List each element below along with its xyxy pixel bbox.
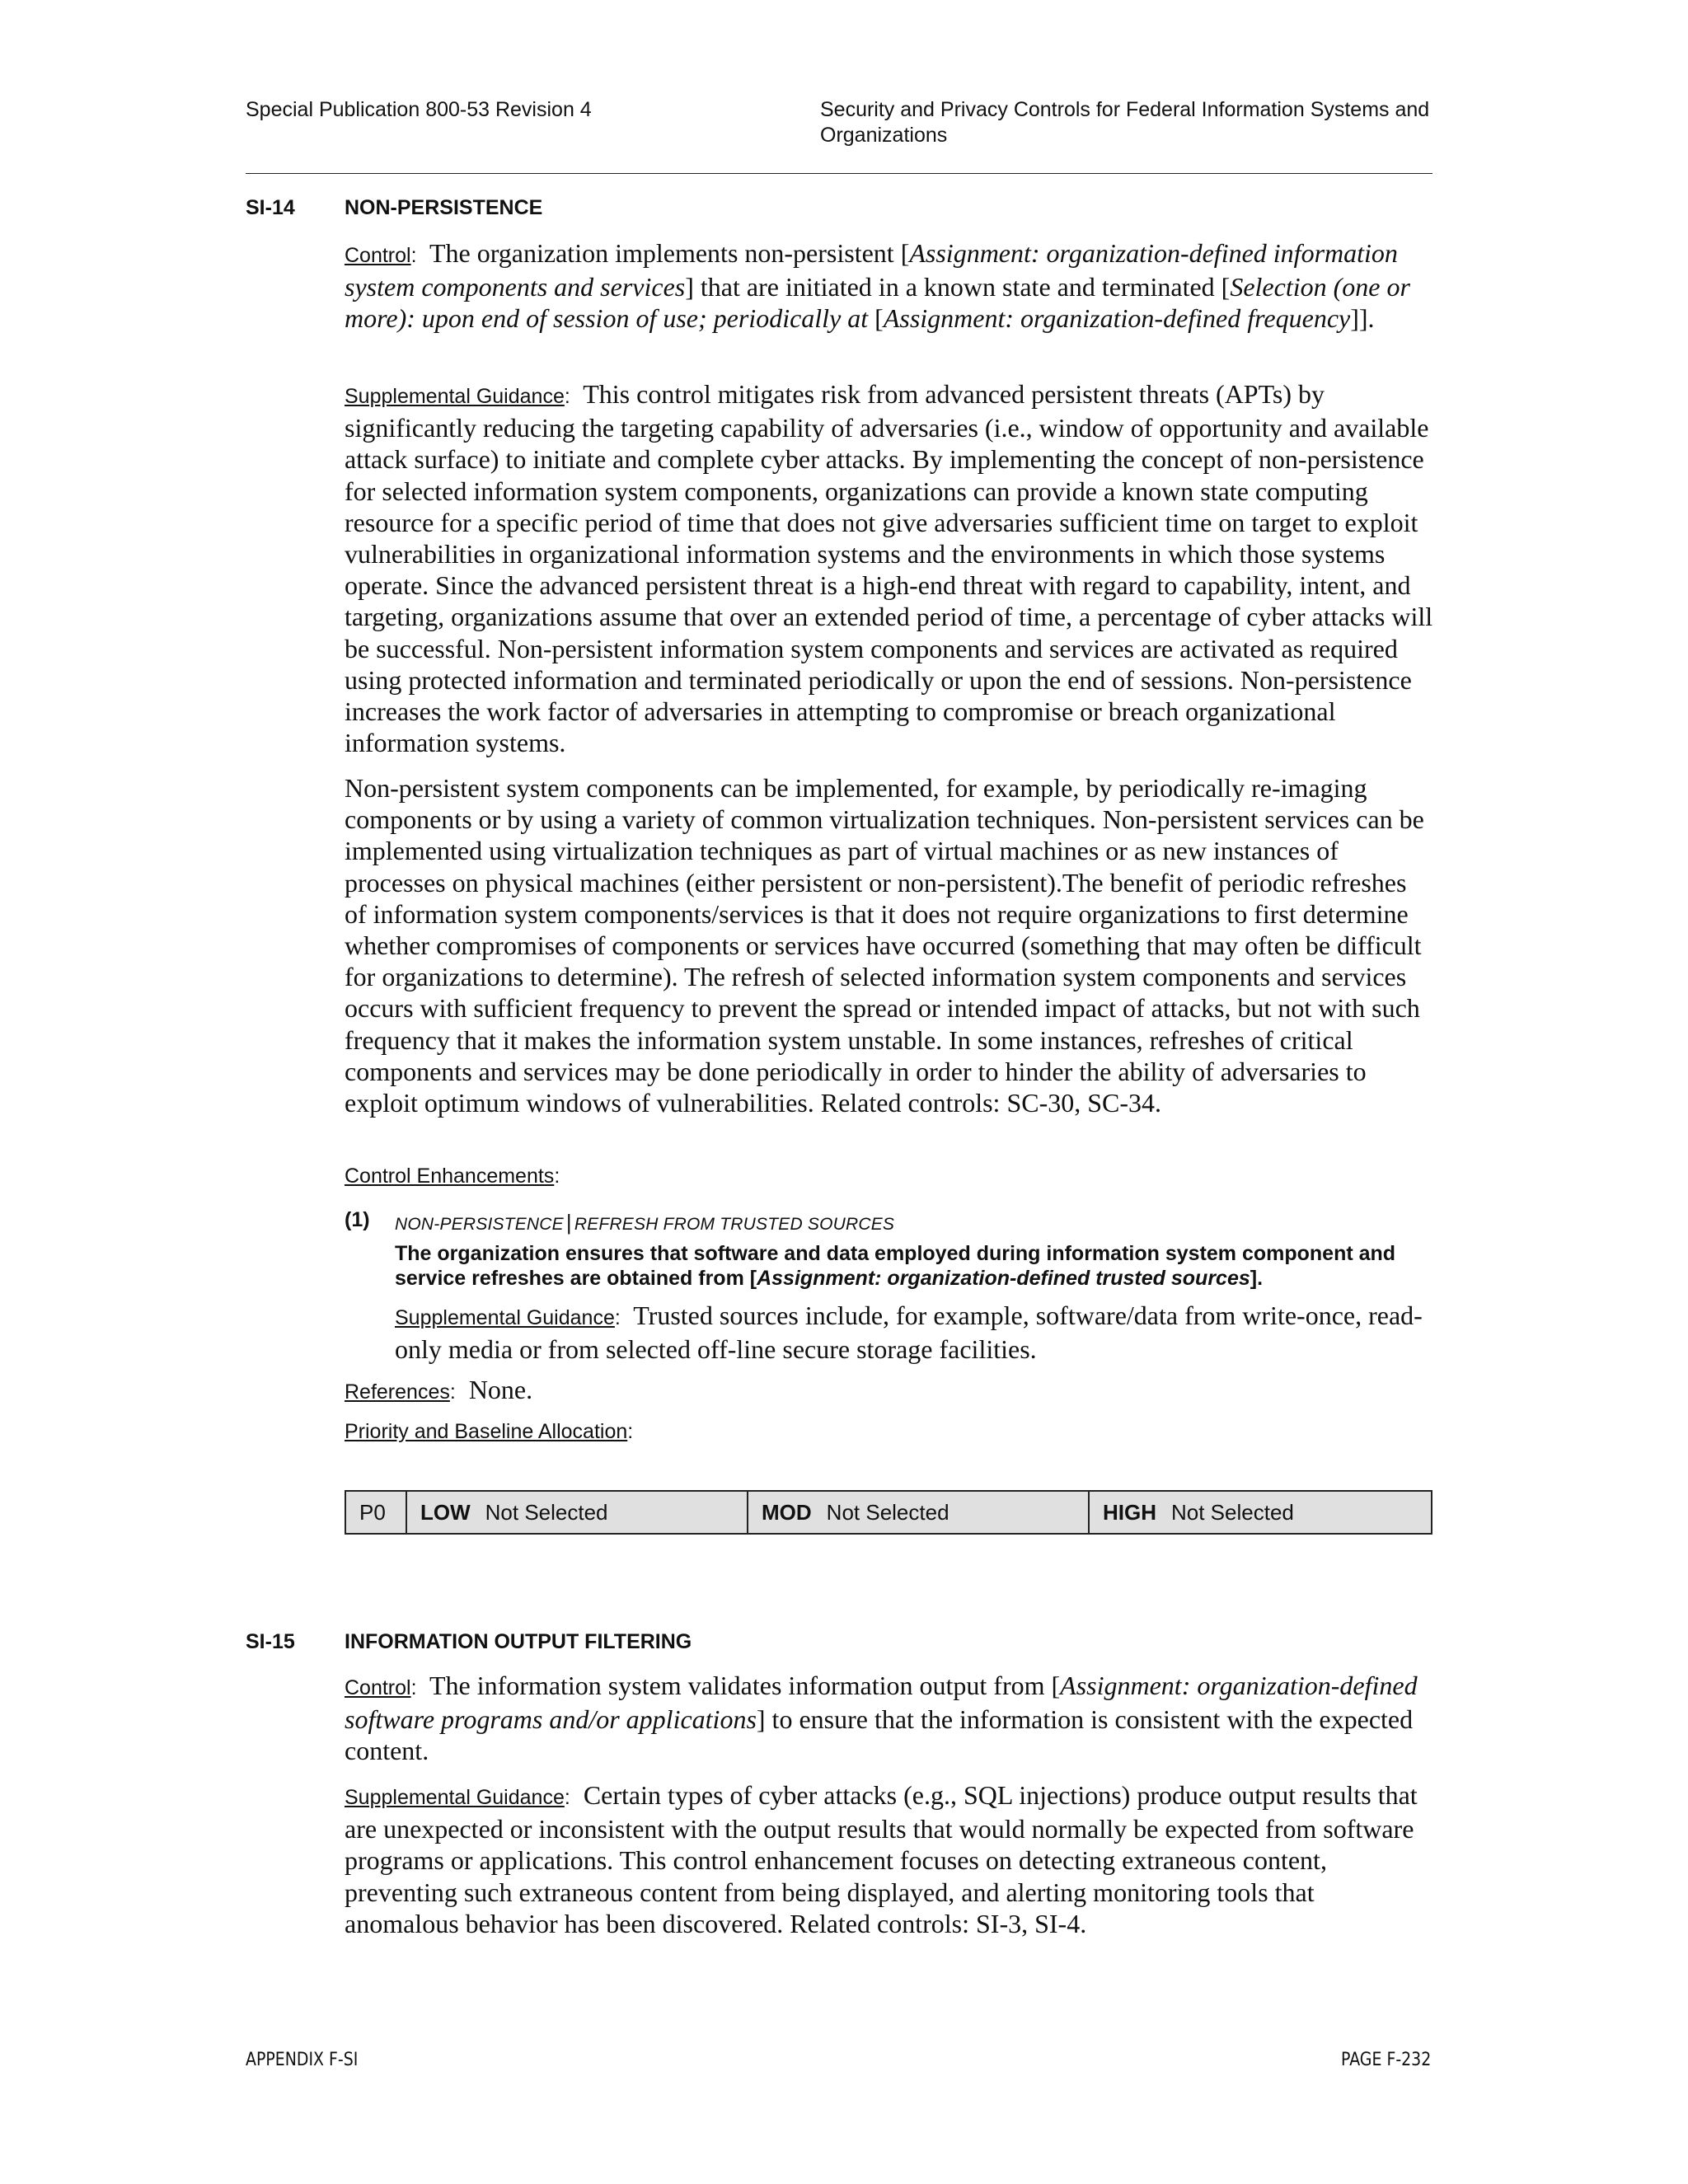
- enhancement-statement: The organization ensures that software and data employed during information system component and service refreshes are obtained from [Assignment: organization-defined trusted sources].: [395, 1242, 1396, 1290]
- control-id-si15: SI-15: [246, 1630, 295, 1653]
- enhancement-guidance: Supplemental Guidance: Trusted sources include, for example, software/data from write-once, read-only media or from selected off-line secure storage facilities.: [395, 1301, 1423, 1365]
- control-title-si15: INFORMATION OUTPUT FILTERING: [345, 1630, 692, 1653]
- baseline-allocation-table: [345, 1490, 1432, 1535]
- guidance-label-si15: Supplemental Guidance: [345, 1786, 565, 1809]
- control-statement-si15: Control: The information system validates information output from [Assignment: organization-defined software programs and/or applications] to ensure that the information is consistent with the expected content.: [345, 1671, 1418, 1766]
- supplemental-guidance-continued: Non-persistent system components can be implemented, for example, by periodically re-imaging components or by using a variety of common virtualization techniques. Non-persistent services can be implemented using virtualization techniques as part of virtual machines or as new instances of processes on physical machines (either persistent or non-persistent).The benefit of periodic refreshes of information system components/services is that it does not require organizations to first determine whether compromises of components or services have occurred (something that may often be difficult for organizations to determine). The refresh of selected information system components and services occurs with sufficient frequency to prevent the spread or intended impact of attacks, but not with such frequency that it makes the information system unstable. In some instances, refreshes of critical components and services may be done periodically in order to hinder the ability of adversaries to exploit optimum windows of vulnerabilities. Related controls: SC-30, SC-34.: [345, 773, 1424, 1118]
- control-id: SI-14: [246, 196, 295, 219]
- high-baseline-cell: HIGH Not Selected: [1103, 1499, 1294, 1525]
- footer-page-number: PAGE F-232: [1341, 2050, 1432, 2070]
- guidance-label: Supplemental Guidance: [345, 385, 565, 408]
- priority-cell: P0: [346, 1492, 407, 1533]
- references-label: References: [345, 1380, 450, 1404]
- supplemental-guidance-si15: Supplemental Guidance: Certain types of cyber attacks (e.g., SQL injections) produce output results that are unexpected or inconsistent with the output results that would normally be expected from software programs or applications. This control enhancement focuses on detecting extraneous content, preventing such extraneous content from being displayed, and alerting monitoring tools that anomalous behavior has been discovered. Related controls: SI-3, SI-4.: [345, 1780, 1418, 1938]
- low-baseline-cell: LOW Not Selected: [407, 1492, 748, 1533]
- priority-baseline-label: Priority and Baseline Allocation:: [345, 1420, 634, 1443]
- enhancement-guidance-label: Supplemental Guidance: [395, 1306, 615, 1329]
- header-document-title: Security and Privacy Controls for Federal Information Systems and Organizations: [820, 98, 1430, 147]
- control-enhancements-label: Control Enhancements:: [345, 1165, 560, 1188]
- mod-baseline-cell: MOD Not Selected: [748, 1492, 1090, 1533]
- control-label-si15: Control: [345, 1676, 411, 1699]
- enhancement-number: (1): [345, 1208, 370, 1231]
- control-statement: Control: The organization implements non-persistent [Assignment: organization-defined information system components and services] that are initiated in a known state and terminated [Selection (one or more): upon end of session of use; periodically at [Assignment: organization-defined frequency]].: [345, 238, 1410, 334]
- header-publication: Special Publication 800-53 Revision 4: [246, 98, 592, 121]
- control-label: Control: [345, 244, 411, 267]
- enhancement-title: NON-PERSISTENCE | REFRESH FROM TRUSTED SOURCES: [395, 1210, 895, 1235]
- control-title: NON-PERSISTENCE: [345, 196, 543, 219]
- references: References: None.: [345, 1375, 533, 1404]
- supplemental-guidance: Supplemental Guidance: This control mitigates risk from advanced persistent threats (APTs) by significantly reducing the targeting capability of adversaries (i.e., window of opportunity and available attack surface) to initiate and complete cyber attacks. By implementing the concept of non-persistence for selected information system components, organizations can provide a known state computing resource for a specific period of time that does not give adversaries sufficient time on target to exploit vulnerabilities in organizational information systems and the environments in which those systems operate. Since the advanced persistent threat is a high-end threat with regard to capability, intent, and targeting, organizations assume that over an extended period of time, a percentage of cyber attacks will be successful. Non-persistent information system components and services are activated as required using protected information and terminated periodically or upon the end of sessions. Non-persistence increases the work factor of adversaries in attempting to compromise or breach organizational information systems.: [345, 379, 1433, 758]
- footer-appendix: APPENDIX F-SI: [246, 2050, 359, 2070]
- header-divider: [246, 173, 1432, 174]
